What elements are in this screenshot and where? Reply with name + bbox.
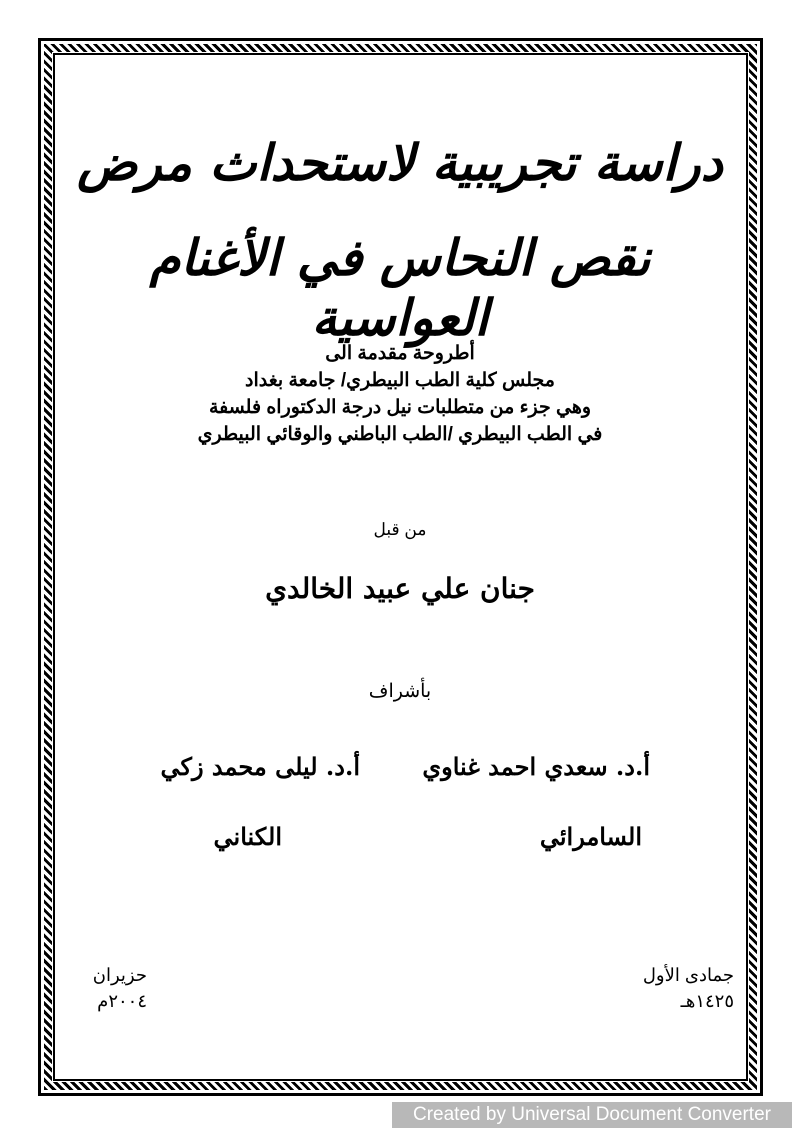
intro-line-1: أطروحة مقدمة الى (325, 343, 475, 364)
supervisor-1-surname: السامرائي (539, 822, 642, 851)
supervisor-2-name: أ.د. ليلى محمد زكي (160, 752, 360, 781)
intro-block (60, 340, 740, 448)
title-line-2: نقص النحاس في الأغنام العواسية (149, 229, 651, 347)
author-name: جنان علي عبيد الخالدي (265, 572, 535, 605)
converter-watermark: Created by Universal Document Converter (392, 1102, 792, 1128)
title-line-1: دراسة تجريبية لاستحداث مرض (77, 134, 723, 192)
gregorian-month: حزيران (92, 965, 147, 985)
hijri-month: جمادى الأول (642, 965, 734, 985)
gregorian-date (93, 962, 147, 1014)
gregorian-year: ٢٠٠٤م (97, 991, 147, 1011)
intro-line-2: مجلس كلية الطب البيطري/ جامعة بغداد (245, 370, 555, 391)
hijri-date (643, 962, 734, 1014)
by-label: من قبل (373, 520, 427, 539)
supervision-label: بأشراف (368, 681, 432, 702)
supervisor-2-surname: الكناني (213, 822, 282, 851)
hijri-year: ١٤٢٥هـ (680, 991, 734, 1011)
intro-line-3: وهي جزء من متطلبات نيل درجة الدكتوراه فلسفة (208, 397, 592, 418)
page-border-inner (53, 53, 748, 1081)
intro-line-4: في الطب البيطري /الطب الباطني والوقائي البيطري (197, 424, 603, 445)
supervisor-1-name: أ.د. سعدي احمد غناوي (422, 752, 650, 781)
